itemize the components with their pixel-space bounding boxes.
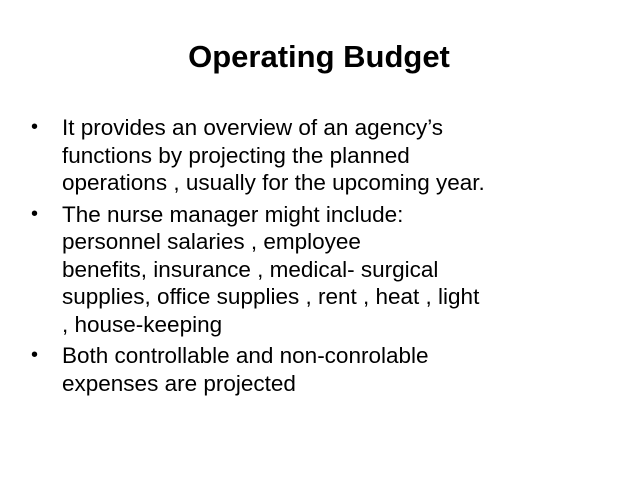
bullet-item [31, 342, 616, 397]
bullet-line: operations , usually for the upcoming year. [62, 170, 485, 195]
bullet-dot-icon: • [31, 344, 39, 366]
bullet-line: supplies, office supplies , rent , heat , light [62, 284, 480, 309]
bullet-list [31, 114, 616, 401]
slide-title: Operating Budget [188, 39, 450, 74]
bullet-item [31, 201, 616, 339]
bullet-line: personnel salaries , employee [62, 229, 361, 254]
bullet-item [31, 114, 616, 197]
bullet-line: expenses are projected [62, 370, 296, 396]
bullet-dot-icon: • [31, 116, 39, 138]
bullet-dot-icon: • [31, 202, 39, 225]
bullet-line: benefits, insurance , medical- surgical [62, 256, 439, 282]
bullet-line: Both controllable and non-conrolable [62, 343, 429, 368]
bullet-line: functions by projecting the planned [62, 142, 410, 168]
bullet-line: , house-keeping [62, 311, 223, 337]
bullet-line: The nurse manager might include: [62, 201, 404, 227]
bullet-line: It provides an overview of an agency’s [62, 115, 444, 140]
